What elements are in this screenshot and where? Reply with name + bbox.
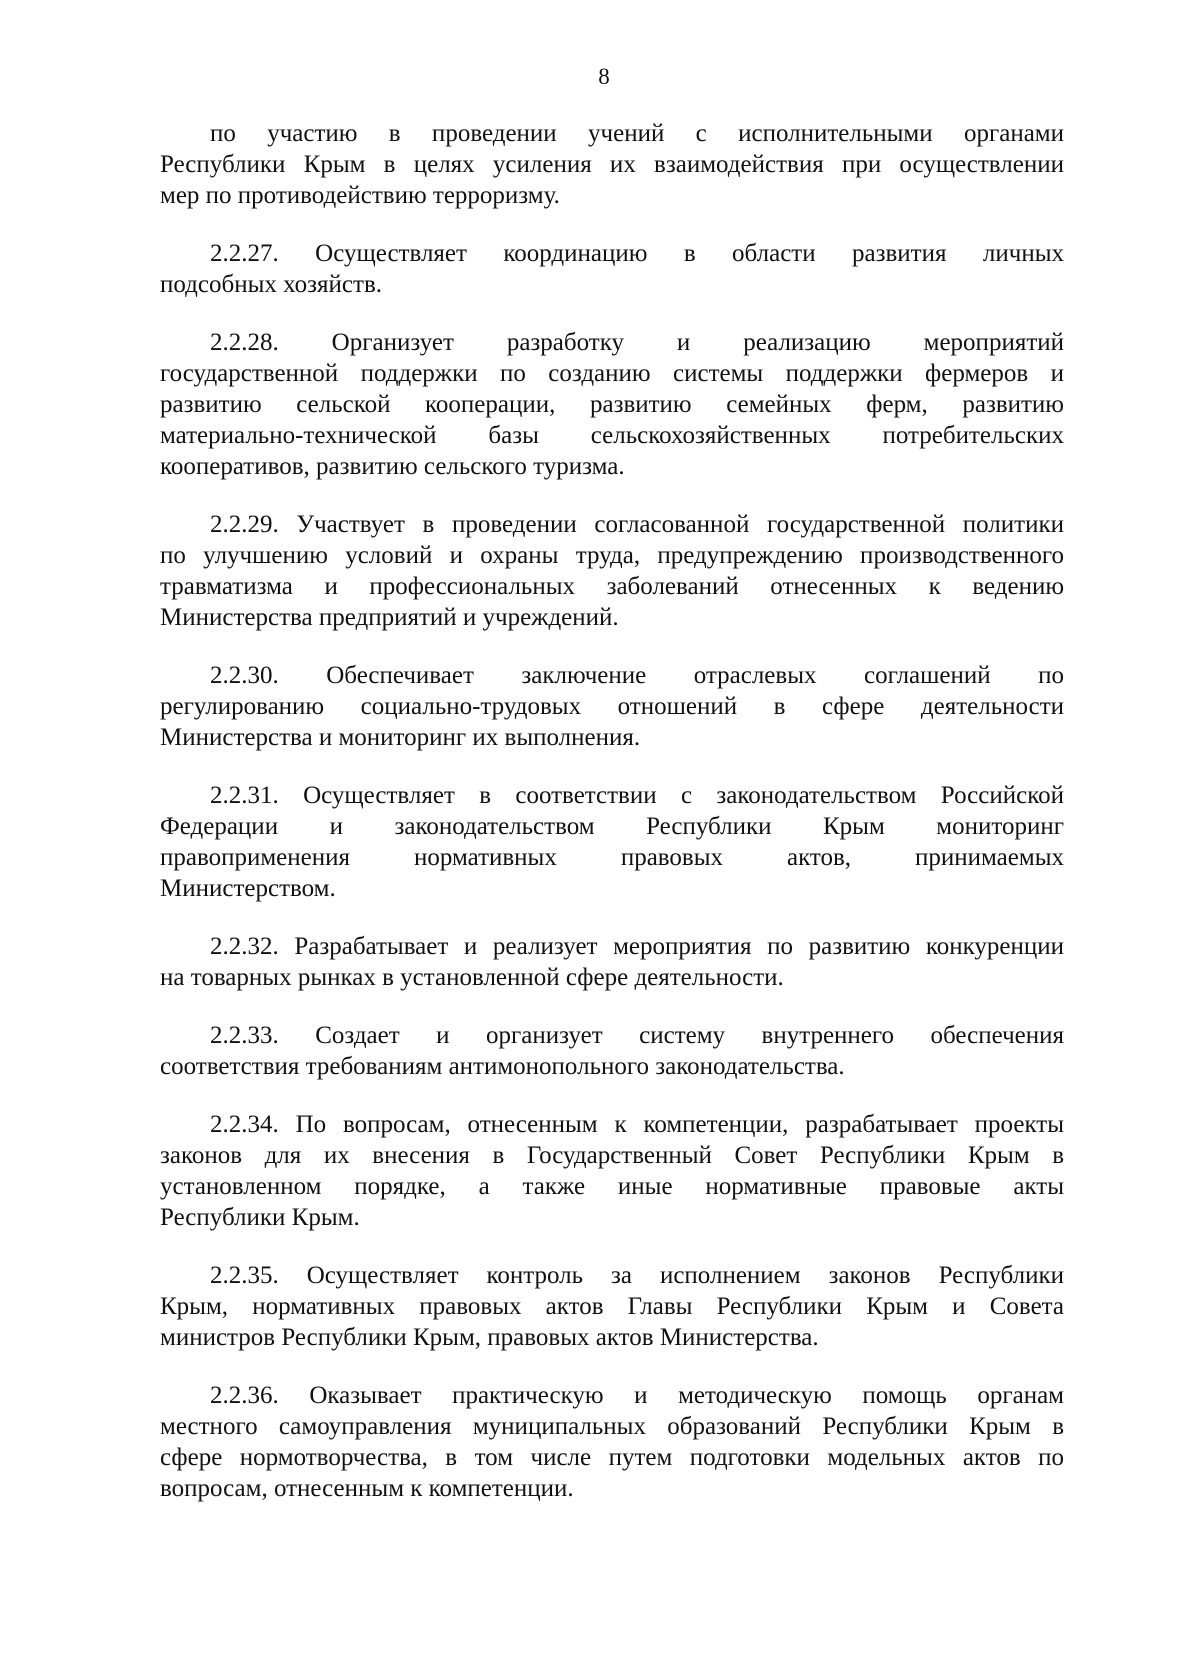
text-line: Министерством. <box>160 875 336 902</box>
paragraph-2-2-31 <box>160 780 1064 904</box>
text-line: 2.2.36. Оказывает практическую и методическую помощь органам <box>210 1382 1064 1409</box>
paragraph-2-2-35 <box>160 1260 1064 1353</box>
text-line: 2.2.30. Обеспечивает заключение отраслевых соглашений по <box>210 662 1064 689</box>
text-line: Крым, нормативных правовых актов Главы Республики Крым и Совета <box>160 1293 1064 1320</box>
paragraph-2-2-33 <box>160 1020 1064 1082</box>
text-line: правоприменения нормативных правовых актов, принимаемых <box>160 844 1064 871</box>
text-line: мер по противодействию терроризму. <box>160 182 560 209</box>
text-line: на товарных рынках в установленной сфере деятельности. <box>160 964 784 991</box>
text-line: 2.2.32. Разрабатывает и реализует мероприятия по развитию конкуренции <box>210 933 1064 960</box>
text-line: по участию в проведении учений с исполнительными органами <box>210 120 1064 147</box>
paragraph-2-2-32 <box>160 931 1064 993</box>
text-line: развитию сельской кооперации, развитию семейных ферм, развитию <box>160 391 1064 418</box>
text-line: установленном порядке, а также иные нормативные правовые акты <box>160 1173 1064 1200</box>
text-line: министров Республики Крым, правовых актов Министерства. <box>160 1324 819 1351</box>
text-line: 2.2.28. Организует разработку и реализацию мероприятий <box>210 329 1064 356</box>
text-line: Министерства предприятий и учреждений. <box>160 604 619 631</box>
text-line: подсобных хозяйств. <box>160 271 382 298</box>
text-line: 2.2.31. Осуществляет в соответствии с законодательством Российской <box>210 782 1064 809</box>
paragraph-2-2-27 <box>160 238 1064 300</box>
paragraph-2-2-28 <box>160 327 1064 482</box>
text-line: Республики Крым в целях усиления их взаимодействия при осуществлении <box>160 151 1064 178</box>
document-body <box>160 118 1064 1531</box>
text-line: государственной поддержки по созданию системы поддержки фермеров и <box>160 360 1064 387</box>
paragraph-continuation <box>160 118 1064 211</box>
text-line: Министерства и мониторинг их выполнения. <box>160 724 641 751</box>
text-line: вопросам, отнесенным к компетенции. <box>160 1475 574 1502</box>
paragraph-2-2-29 <box>160 509 1064 633</box>
text-line: сфере нормотворчества, в том числе путем подготовки модельных актов по <box>160 1444 1064 1471</box>
text-line: регулированию социально-трудовых отношений в сфере деятельности <box>160 693 1064 720</box>
text-line: кооперативов, развитию сельского туризма. <box>160 453 625 480</box>
text-line: 2.2.33. Создает и организует систему внутреннего обеспечения <box>210 1022 1064 1049</box>
paragraph-2-2-34 <box>160 1109 1064 1233</box>
text-line: 2.2.27. Осуществляет координацию в области развития личных <box>210 240 1064 267</box>
text-line: местного самоуправления муниципальных образований Республики Крым в <box>160 1413 1064 1440</box>
text-line: соответствия требованиям антимонопольного законодательства. <box>160 1053 845 1080</box>
text-line: Федерации и законодательством Республики Крым мониторинг <box>160 813 1064 840</box>
text-line: Республики Крым. <box>160 1204 360 1231</box>
text-line: законов для их внесения в Государственный Совет Республики Крым в <box>160 1142 1064 1169</box>
paragraph-2-2-30 <box>160 660 1064 753</box>
text-line: травматизма и профессиональных заболеваний отнесенных к ведению <box>160 573 1064 600</box>
text-line: 2.2.34. По вопросам, отнесенным к компетенции, разрабатывает проекты <box>210 1111 1064 1138</box>
page-number: 8 <box>598 64 610 89</box>
text-line: материально-технической базы сельскохозяйственных потребительских <box>160 422 1064 449</box>
paragraph-2-2-36 <box>160 1380 1064 1504</box>
text-line: 2.2.29. Участвует в проведении согласованной государственной политики <box>210 511 1064 538</box>
text-line: по улучшению условий и охраны труда, предупреждению производственного <box>160 542 1064 569</box>
text-line: 2.2.35. Осуществляет контроль за исполнением законов Республики <box>210 1262 1064 1289</box>
